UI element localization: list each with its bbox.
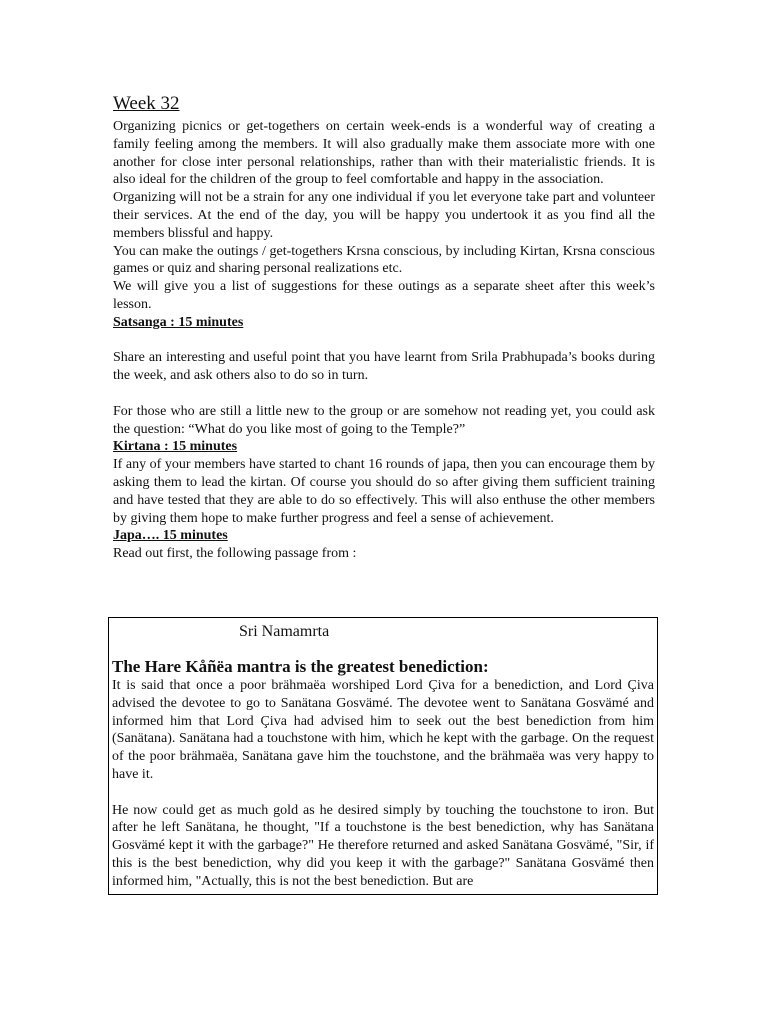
intro-paragraph-4: We will give you a list of suggestions for these outings as a separate sheet after this week’s lesson. bbox=[113, 279, 655, 312]
intro-paragraph-1: Organizing picnics or get-togethers on certain week-ends is a wonderful way of creating a family feeling among the members. It will also gradually make them associate more with one another for close inter personal relationships, rather than with their materialistic friends. It is also ideal for the children of the group to feel comfortable and happy in the association. bbox=[113, 119, 655, 188]
japa-paragraph: Read out first, the following passage from : bbox=[113, 546, 357, 562]
intro-paragraph-2: Organizing will not be a strain for any one individual if you let everyone take part and volunteer their services. At the end of the day, you will be happy you undertook it as you find all the members blissful and happy. bbox=[113, 190, 655, 241]
page-title: Week 32 bbox=[113, 93, 180, 114]
satsanga-paragraph-1: Share an interesting and useful point that you have learnt from Srila Prabhupada’s books during the week, and ask others also to do so in turn. bbox=[113, 350, 655, 384]
kirtana-paragraph: If any of your members have started to chant 16 rounds of japa, then you can encourage them by asking them to lead the kirtan. Of course you should do so after giving them sufficient training and have tested that they are able to do so effectively. This will also enthuse the other members by giving them hope to make further progress and feel a sense of achievement. bbox=[113, 457, 655, 526]
satsanga-heading: Satsanga : 15 minutes bbox=[113, 314, 244, 330]
intro-paragraph-3: You can make the outings / get-togethers Krsna conscious, by including Kirtan, Krsna conscious games or quiz and sharing personal realizations etc. bbox=[113, 243, 655, 277]
satsanga-paragraph-2: For those who are still a little new to the group or are somehow not reading yet, you could ask the question: “What do you like most of going to the Temple?” bbox=[113, 403, 655, 437]
japa-heading: Japa…. 15 minutes bbox=[113, 528, 228, 544]
passage-paragraph-2: He now could get as much gold as he desired simply by touching the touchstone to iron. But after he left Sanätana, he thought, "If a touchstone is the best benediction, why has Sanätana Gosvämé kept it with the garbage?" He therefore returned and asked Sanätana Gosvämé, "Sir, if this is the best benediction, why did you keep it with the garbage?" Sanätana Gosvämé then informed him, "Actually, this is not the best benediction. But are bbox=[112, 802, 654, 889]
passage-source-title: Sri Namamrta bbox=[239, 623, 330, 640]
lesson-content bbox=[113, 92, 655, 563]
passage-heading: The Hare Kåñëa mantra is the greatest benediction: bbox=[112, 657, 489, 676]
kirtana-heading: Kirtana : 15 minutes bbox=[113, 439, 238, 455]
passage-paragraph-1: It is said that once a poor brähmaëa worshiped Lord Çiva for a benediction, and Lord Çiva advised the devotee to go to Sanätana Gosvämé. The devotee went to Sanätana Gosvämé and informed him that Lord Çiva had advised him to seek out the best benediction from him (Sanätana). Sanätana had a touchstone with him, which he kept with the garbage. On the request of the poor brähmaëa, Sanätana gave him the touchstone, and the brähmaëa was very happy to have it. bbox=[112, 678, 654, 782]
quoted-passage-box bbox=[108, 617, 658, 895]
